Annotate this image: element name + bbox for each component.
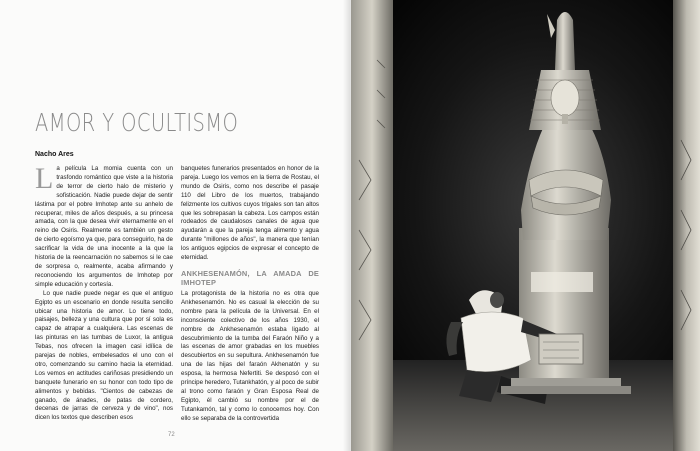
left-column	[351, 0, 393, 451]
right-column	[673, 0, 700, 451]
body-paragraph: La protagonista de la historia no es otra que Ankhesenamón. No es casual la elección de su nombre para la película de la Universal. En el inconsciente colectivo de los años 1930, el nombre de Ankhesenamón estaba ligado al descubrimiento de la tumba del Faraón Niño y a las escenas de amor grabadas en los muebles descubiertos en su sepultura. Ankhesenamón fue una de las hijas del faraón Akhenatón y su esposa, la hermosa Nefertiti. Se desposó con el príncipe heredero, Tutankhatón, y al poco de subir al trono como faraón y Gran Esposa Real de Egipto, él cambió su nombre por el de Tutankamón, tal y como lo conocemos hoy. Con ello se separaba de la controvertida	[181, 289, 319, 422]
page-gutter	[343, 0, 351, 451]
drop-cap: L	[35, 162, 54, 195]
chest-prop	[539, 334, 583, 364]
author-byline: Nacho Ares	[35, 151, 74, 158]
body-paragraph: Lo que nadie puede negar es que el antiguo Egipto es un escenario en donde resulta sencillo ubicar una historia de amor. Lo tiene todo, paisajes, belleza y una cultura que por sí sola es capaz de atrapar a cualquiera. Las escenas de las pinturas en las tumbas de Luxor, la antigua Tebas, nos ofrecen la imagen casi idílica de parejas de nobles, embelesados el uno con el otro, comenzando su camino hacia la eternidad. Los vemos en actitudes cariñosas presidiendo un banquete funerario en su honor con todo tipo de alimentos y bebidas. "Cientos de cabezas de ganado, de ánades, de patas de cordero, decenas de jarras de cerveza y de vino", nos dicen los textos que describen esos	[35, 289, 173, 422]
article-title: AMOR Y OCULTISMO	[35, 108, 239, 137]
film-still-illustration	[351, 0, 700, 451]
text-column-2	[181, 165, 319, 424]
section-subhead: ANKHESENAMÓN, LA AMADA DE IMHOTEP	[181, 268, 319, 287]
text-column-1	[35, 162, 173, 423]
page-number: 72	[168, 432, 175, 438]
film-still-photo	[351, 0, 700, 451]
intro-paragraph	[35, 162, 173, 290]
intro-text: a película La momia cuenta con un trasfondo romántico que viste a la historia de terror de cierto halo de misterio y sofisticación. Nadie puede dejar de sentir lástima por el pobre Imhotep ante su anhelo de recuperar, miles de años después, a su princesa amada, con la que desea vivir eternamente en el reino de Osiris. Realmente es también un gesto de cierto egoísmo ya que, para conseguirlo, ha de sacrificar la vida de una inocente a la que la historia de la reencarnación no sabemos si le cae de sorpresa o, realmente, acaba afirmando y reconociendo los argumentos de Imhotep por simple educación y cortesía.	[35, 165, 173, 288]
body-paragraph: banquetes funerarios presentados en honor de la pareja. Luego los vemos en la tierra de Rostau, el mundo de Osiris, como nos describe el pasaje 110 del Libro de los muertos, trabajando felizmente los cultivos cuyos trigales son tan altos que les sobrepasan la cabeza. Los campos están rodeados de caudalosos canales de agua que ayudarán a que la pareja tenga alimento y agua durante "millones de años", la manera que tenían los antiguos egipcios de expresar el concepto de eternidad.	[181, 165, 319, 262]
statue-crown	[555, 12, 575, 70]
statue-face	[551, 80, 579, 116]
